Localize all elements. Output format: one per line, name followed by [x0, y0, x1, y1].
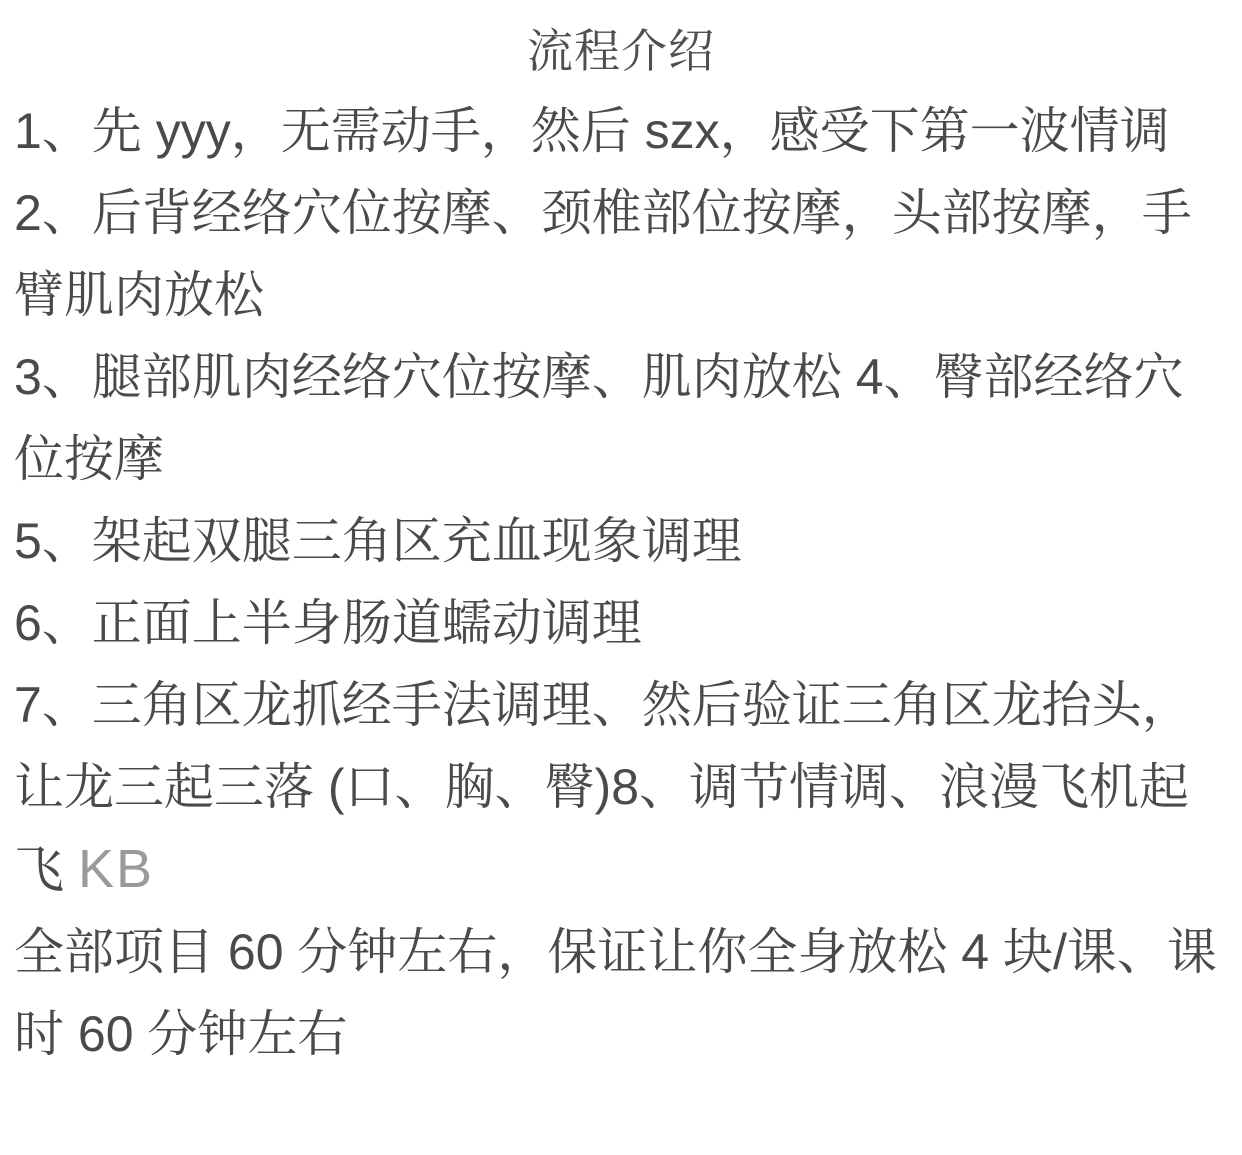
- paragraph-6: 6、正面上半身肠道蠕动调理: [14, 595, 642, 651]
- paragraph-2: 2、后背经络穴位按摩、颈椎部位按摩，头部按摩，手臂肌肉放松: [14, 185, 1192, 323]
- paragraph-3: 3、腿部肌肉经络穴位按摩、肌肉放松 4、臀部经络穴位按摩: [14, 349, 1184, 487]
- paragraph-summary: 全部项目 60 分钟左右，保证让你全身放松 4 块/课、课时 60 分钟左右: [14, 924, 1217, 1062]
- watermark-kb: KB: [78, 839, 155, 899]
- paragraph-7: [14, 664, 1228, 911]
- paragraph-5: 5、架起双腿三角区充血现象调理: [14, 513, 742, 569]
- paragraph-7-text: 7、三角区龙抓经手法调理、然后验证三角区龙抬头，让龙三起三落 (口、胸、臀)8、调节情调、浪漫飞机起飞: [14, 677, 1192, 898]
- page-title: 流程介绍: [527, 25, 715, 77]
- paragraph-1: 1、先 yyy，无需动手，然后 szx，感受下第一波情调: [14, 103, 1170, 159]
- document-body: [8, 90, 1234, 1075]
